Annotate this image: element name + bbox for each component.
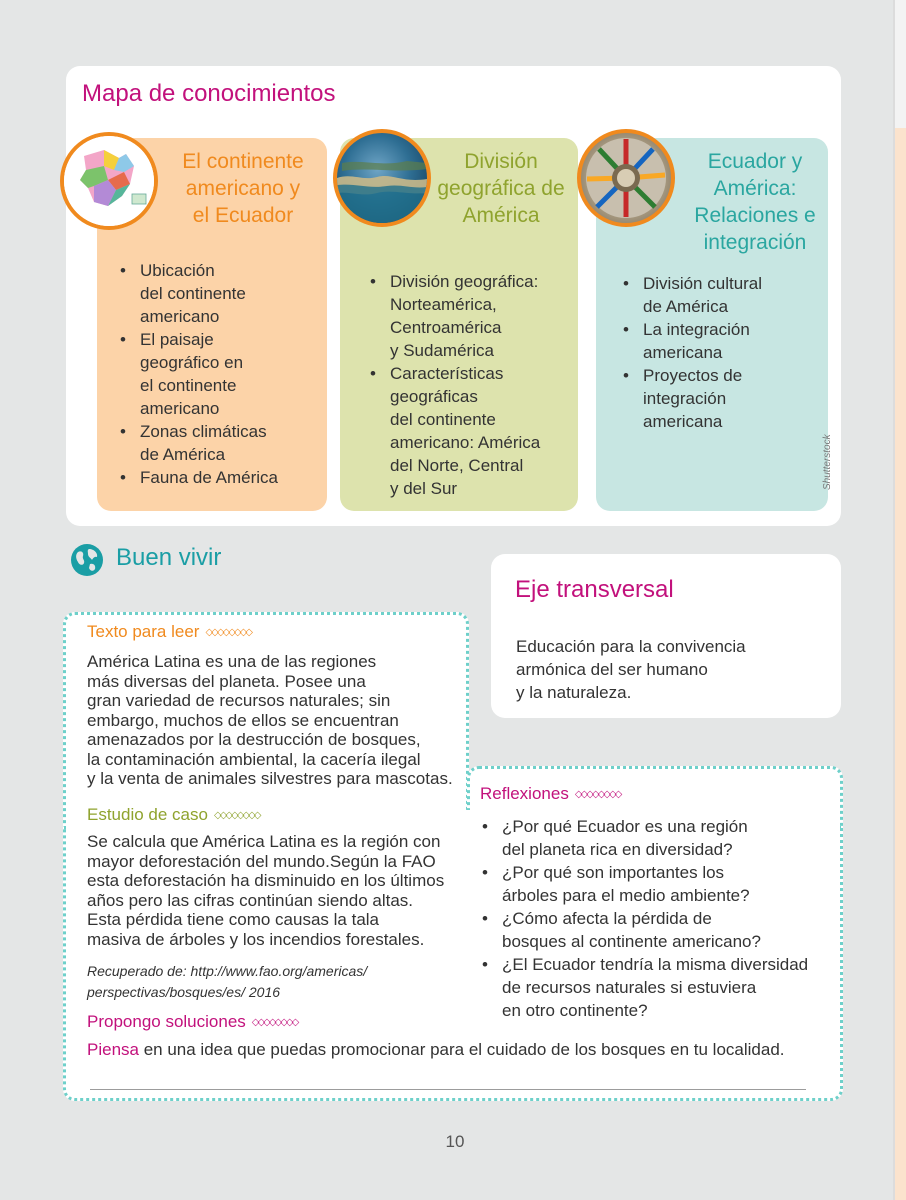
list-item: • El paisaje geográfico en el continente americano — [118, 328, 318, 420]
column-heading-continent: El continente americano y el Ecuador — [182, 150, 304, 227]
list-item: • ¿Cómo afecta la pérdida de bosques al continente americano? — [480, 907, 830, 953]
list-continent-topics — [118, 259, 318, 489]
flags-emblem-icon — [577, 129, 675, 227]
answer-line[interactable] — [90, 1089, 806, 1090]
list-item: • Zonas climáticas de América — [118, 420, 318, 466]
diamonds-decoration-icon: ◇◇◇◇◇◇◇◇ — [213, 810, 260, 822]
photo-credit: Shutterstock — [822, 434, 833, 490]
estudio-de-caso-source: Recuperado de: http://www.fao.org/americas/ perspectivas/bosques/es/ 2016 — [87, 963, 368, 1000]
coastline-photo-icon — [333, 129, 431, 227]
list-item: • ¿Por qué son importantes los árboles para el medio ambiente? — [480, 861, 830, 907]
knowledge-map-title: Mapa de conocimientos — [82, 80, 336, 107]
estudio-de-caso-body: Se calcula que América Latina es la región con mayor deforestación del mundo.Según la FAO esta deforestación ha disminuido en los últimos años pero las cifras continúan siendo altas. Esta pérdida tiene como causas la tala masiva de árboles y los incendios forestales. — [87, 832, 445, 949]
list-item: • Proyectos de integración americana — [621, 364, 821, 433]
diamonds-decoration-icon: ◇◇◇◇◇◇◇◇ — [251, 1017, 298, 1029]
page-edge-line — [893, 0, 895, 1200]
estudio-de-caso-title: Estudio de caso ◇◇◇◇◇◇◇◇ — [87, 805, 260, 824]
eje-transversal-title: Eje transversal — [515, 576, 674, 603]
list-item: • ¿El Ecuador tendría la misma diversidad de recursos naturales si estuviera en otro continente? — [480, 953, 830, 1022]
diamonds-decoration-icon: ◇◇◇◇◇◇◇◇ — [205, 627, 251, 639]
ecuador-map-icon — [60, 132, 158, 230]
prompt-rest: en una idea que puedas promocionar para el cuidado de los bosques en tu localidad. — [138, 1040, 785, 1059]
list-item: • La integración americana — [621, 318, 821, 364]
buen-vivir-title: Buen vivir — [116, 544, 222, 571]
list-item: • División geográfica: Norteamérica, Centroamérica y Sudamérica — [368, 270, 568, 362]
list-item: • Características geográficas del continente americano: América del Norte, Central y del Sur — [368, 362, 568, 500]
list-item: • Fauna de América — [118, 466, 318, 489]
eje-transversal-text: Educación para la convivencia armónica del ser humano y la naturaleza. — [516, 637, 746, 702]
list-item: • División cultural de América — [621, 272, 821, 318]
column-heading-relations: Ecuador y América: Relaciones e integración — [694, 150, 816, 254]
propongo-soluciones-title: Propongo soluciones ◇◇◇◇◇◇◇◇ — [87, 1012, 298, 1031]
texto-para-leer-title: Texto para leer ◇◇◇◇◇◇◇◇ — [87, 622, 251, 641]
diamonds-decoration-icon: ◇◇◇◇◇◇◇◇ — [574, 789, 621, 801]
page-number: 10 — [445, 1132, 465, 1151]
list-item: • ¿Por qué Ecuador es una región del planeta rica en diversidad? — [480, 815, 830, 861]
list-item: • Ubicación del continente americano — [118, 259, 318, 328]
column-heading-division: División geográfica de América — [437, 150, 565, 227]
list-division-topics — [368, 270, 568, 500]
reflexiones-title: Reflexiones ◇◇◇◇◇◇◇◇ — [480, 784, 621, 803]
prompt-lead-word: Piensa — [87, 1040, 139, 1059]
page-edge-accent — [895, 128, 906, 1200]
globe-icon — [70, 543, 104, 577]
reflexiones-list — [480, 815, 830, 1022]
propongo-soluciones-prompt — [87, 1040, 785, 1060]
list-relations-topics — [621, 272, 821, 433]
texto-para-leer-body: América Latina es una de las regiones más diversas del planeta. Posee una gran variedad de recursos naturales; sin embargo, muchos de ellos se encuentran amenazados por la destrucción de bosques, la contaminación ambiental, la cacería ilegal y la venta de animales silvestres para mascotas. — [87, 652, 453, 788]
